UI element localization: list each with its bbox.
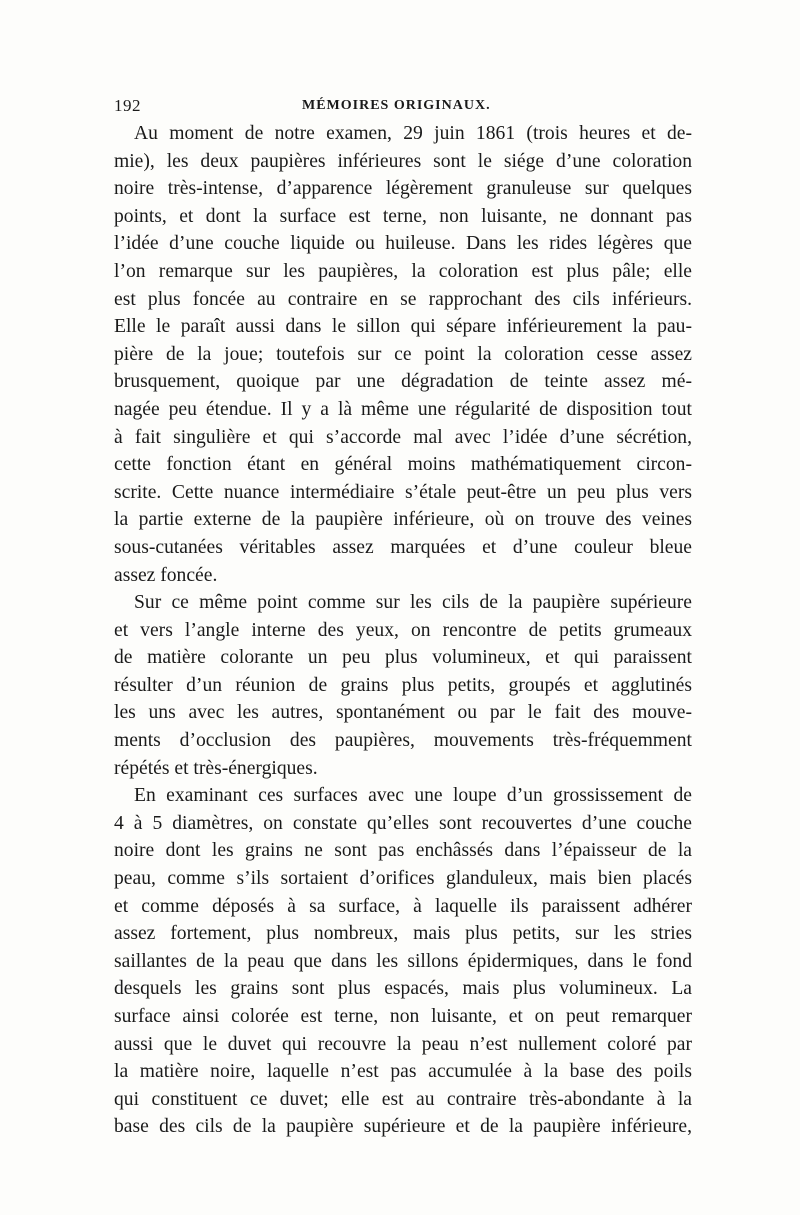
text-line: l’on remarque sur les paupières, la coloration est plus pâle; elle [114,260,692,282]
text-line: En examinant ces surfaces avec une loupe d’un grossissement de [134,785,692,807]
text-line: Elle le paraît aussi dans le sillon qui sépare inférieurement la pau- [114,316,692,338]
text-line: pière de la joue; toutefois sur ce point la coloration cesse assez [114,343,692,365]
text-line: à fait singulière et qui s’accorde mal avec l’idée d’une sécrétion, [114,426,692,448]
text-line: les uns avec les autres, spontanément ou par le fait des mouve- [114,702,692,724]
text-line: scrite. Cette nuance intermédiaire s’étale peut-être un peu plus vers [114,481,692,503]
text-line: base des cils de la paupière supérieure et de la paupière inférieure, [114,1116,692,1138]
text-line: cette fonction étant en général moins mathématiquement circon- [114,454,692,476]
text-line: la partie externe de la paupière inférieure, où on trouve des veines [114,509,692,531]
text-line: peau, comme s’ils sortaient d’orifices glanduleux, mais bien placés [114,868,692,890]
text-line: aussi que le duvet qui recouvre la peau n’est nullement coloré par [114,1033,692,1055]
text-line: de matière colorante un peu plus volumineux, et qui paraissent [114,647,692,669]
running-title: MÉMOIRES ORIGINAUX. [302,98,491,113]
text-line: ments d’occlusion des paupières, mouvements très-fréquemment [114,730,692,752]
text-line: noire très-intense, d’apparence légèrement granuleuse sur quelques [114,178,692,200]
text-line: 4 à 5 diamètres, on constate qu’elles sont recouvertes d’une couche [114,812,692,834]
text-line: Au moment de notre examen, 29 juin 1861 (trois heures et de- [134,123,692,144]
text-line: est plus foncée au contraire en se rapprochant des cils inférieurs. [114,288,692,310]
text-line: assez fortement, plus nombreux, mais plus petits, sur les stries [114,923,692,945]
text-line: saillantes de la peau que dans les sillons épidermiques, dans le fond [114,950,692,972]
text-line: l’idée d’une couche liquide ou huileuse. Dans les rides légères que [114,233,692,255]
text-line: noire dont les grains ne sont pas enchâssés dans l’épaisseur de la [114,840,692,862]
text-line: répétés et très-énergiques. [114,757,318,779]
text-line: résulter d’un réunion de grains plus petits, groupés et agglutinés [114,674,692,696]
text-line: brusquement, quoique par une dégradation de teinte assez mé- [114,371,692,393]
text-line: mie), les deux paupières inférieures sont le siége d’une coloration [114,150,692,172]
text-line: assez foncée. [114,564,218,586]
text-line: qui constituent ce duvet; elle est au contraire très-abondante à la [114,1088,692,1110]
text-line: desquels les grains sont plus espacés, mais plus volumineux. La [114,978,692,1000]
page-number: 192 [114,96,141,115]
text-line: points, et dont la surface est terne, non luisante, ne donnant pas [114,205,692,227]
running-head [114,96,696,120]
text-line: sous-cutanées véritables assez marquées et d’une couleur bleue [114,536,692,558]
text-line: surface ainsi colorée est terne, non luisante, et on peut remarquer [114,1006,692,1027]
text-line: Sur ce même point comme sur les cils de la paupière supérieure [134,592,692,614]
text-line: la matière noire, laquelle n’est pas accumulée à la base des poils [114,1061,692,1083]
text-line: et vers l’angle interne des yeux, on rencontre de petits grumeaux [114,619,692,641]
text-line: et comme déposés à sa surface, à laquelle ils paraissent adhérer [114,895,692,917]
body-text [114,120,692,1141]
text-line: nagée peu étendue. Il y a là même une régularité de disposition tout [114,398,692,420]
